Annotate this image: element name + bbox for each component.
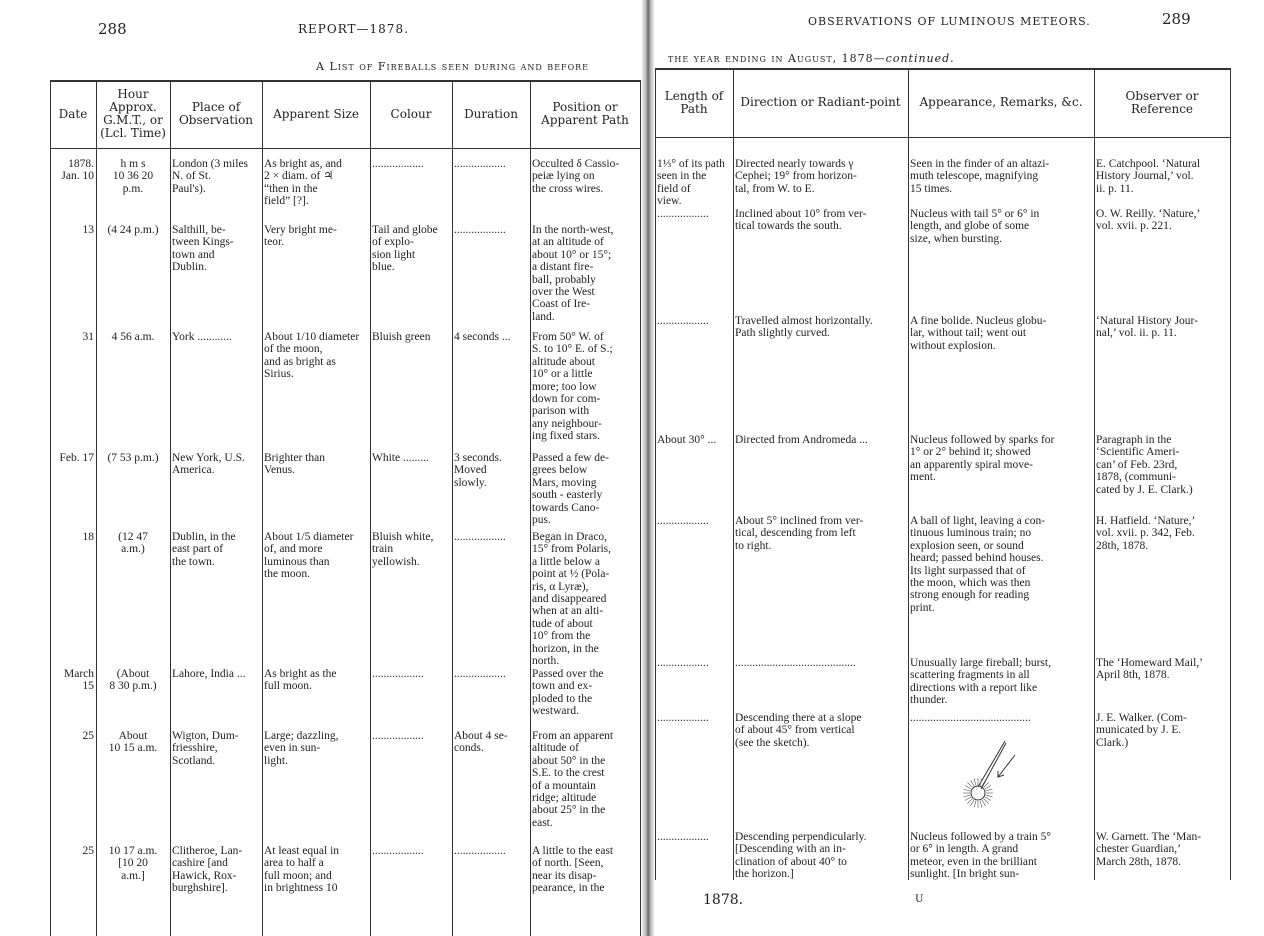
- sketch-ray: [964, 789, 971, 791]
- right-cell-direction: Directed from Andromeda ...: [735, 434, 868, 446]
- left-cell-colour: ..................: [372, 668, 424, 680]
- sketch-ray: [967, 799, 972, 804]
- left-cell-date: 25: [82, 730, 94, 742]
- left-cell-colour: White .........: [372, 452, 429, 464]
- left-cell-position: Passed a few de- grees below Mars, moving south - easterly towards Cano- pus.: [532, 452, 609, 527]
- right-cell-appearance: Unusually large fireball; burst, scattering fragments in all directions with a report like thunder.: [910, 657, 1051, 707]
- left-column-header: Duration: [464, 106, 518, 121]
- left-cell-hour: (4 24 p.m.): [107, 224, 159, 236]
- right-cell-observer: Paragraph in the ‘Scientific Ameri- can’ of Feb. 23rd, 1878, (communi- cated by J. E. Clark.): [1096, 434, 1193, 496]
- left-cell-duration: ..................: [454, 668, 506, 680]
- right-cell-observer: E. Catchpool. ‘Natural History Journal,’ vol. ii. p. 11.: [1096, 158, 1201, 195]
- sketch-ray: [986, 795, 993, 797]
- right-cell-length: ..................: [657, 712, 709, 724]
- sketch-ray: [985, 786, 991, 790]
- left-cell-size: About 1/5 diameter of, and more luminous than the moon.: [264, 531, 354, 581]
- page-number-right: 289: [1162, 10, 1191, 28]
- right-cell-appearance: Seen in the finder of an altazi- muth telescope, magnifying 15 times.: [910, 158, 1050, 195]
- left-cell-position: Occulted δ Cassio- peiæ lying on the cross wires.: [532, 158, 620, 195]
- sketch-ray: [986, 789, 993, 791]
- sketch-ray: [974, 801, 976, 808]
- left-cell-date: 13: [82, 224, 94, 236]
- left-cell-duration: ..................: [454, 531, 506, 543]
- left-cell-duration: About 4 se- conds.: [454, 730, 508, 755]
- left-cell-colour: ..................: [372, 730, 424, 742]
- right-cell-observer: O. W. Reilly. ‘Nature,’ vol. xvii. p. 221.: [1096, 208, 1201, 233]
- right-column-header: Length of Path: [664, 88, 724, 116]
- right-cell-observer: ‘Natural History Jour- nal,’ vol. ii. p. 11.: [1096, 315, 1198, 340]
- left-header-rule: [50, 148, 640, 149]
- sketch-ray: [985, 797, 991, 801]
- table-title-right: [668, 52, 955, 65]
- left-column-header: Place of Observation: [178, 100, 254, 127]
- left-cell-place: London (3 miles N. of St. Paul's).: [172, 158, 249, 195]
- left-cell-hour: h m s 10 36 20 p.m.: [112, 158, 154, 195]
- table-title-text: the year ending in August, 1878—: [668, 52, 886, 65]
- left-cell-size: About 1/10 diameter of the moon, and as bright as Sirius.: [264, 331, 360, 381]
- left-cell-place: Wigton, Dum- friesshire, Scotland.: [172, 730, 239, 767]
- left-column-header: Colour: [390, 106, 432, 121]
- left-column-rule: [170, 80, 171, 936]
- right-column-rule: [1094, 68, 1095, 880]
- sketch-ray: [982, 780, 986, 786]
- left-cell-size: Brighter than Venus.: [264, 452, 325, 477]
- right-cell-observer: H. Hatfield. ‘Nature,’ vol. xvii. p. 342, Feb. 28th, 1878.: [1096, 515, 1196, 552]
- left-cell-position: From an apparent altitude of about 50° in the S.E. to the crest of a mountain ridge; altitude about 25° in the east.: [532, 730, 614, 829]
- left-cell-date: 25: [82, 845, 94, 857]
- left-cell-date: 31: [82, 331, 94, 343]
- left-column-rule: [370, 80, 371, 936]
- left-cell-size: As bright as, and 2 × diam. of ♃ “then in the field” [?].: [264, 158, 342, 208]
- left-cell-duration: 4 seconds ...: [454, 331, 511, 343]
- left-cell-size: Very bright me- teor.: [264, 224, 337, 249]
- left-column-rule: [96, 80, 97, 936]
- left-cell-place: Lahore, India ...: [172, 668, 246, 680]
- right-cell-appearance: Nucleus followed by a train 5° or 6° in length. A grand meteor, even in the brilliant sunlight. [In bright sun-: [910, 831, 1051, 881]
- right-column-header: Direction or Radiant-point: [740, 95, 901, 109]
- right-cell-direction: Descending there at a slope of about 45° from vertical (see the sketch).: [735, 712, 862, 749]
- right-cell-direction: Travelled almost horizontally. Path slightly curved.: [735, 315, 873, 340]
- left-cell-hour: 4 56 a.m.: [111, 331, 155, 343]
- right-column-rule: [908, 68, 909, 880]
- left-cell-position: In the north-west, at an altitude of about 10° or 15°; a distant fire- ball, probably over the West Coast of Ire- land.: [532, 224, 614, 323]
- left-cell-duration: ..................: [454, 224, 506, 236]
- footer-year: 1878.: [703, 892, 744, 908]
- left-column-rule: [640, 80, 641, 936]
- right-cell-observer: J. E. Walker. (Com- municated by J. E. Clark.): [1096, 712, 1187, 749]
- right-cell-length: ..................: [657, 831, 709, 843]
- left-cell-size: At least equal in area to half a full moon; and in brightness 10: [264, 845, 340, 895]
- left-cell-hour: (7 53 p.m.): [107, 452, 159, 464]
- right-cell-length: 1⅓° of its path seen in the field of view.: [657, 158, 725, 208]
- left-cell-hour: (12 47 a.m.): [118, 531, 148, 556]
- right-column-rule: [733, 68, 734, 880]
- left-cell-place: Salthill, be- tween Kings- town and Dublin.: [172, 224, 234, 274]
- page-number-left: 288: [98, 20, 127, 38]
- right-header-rule: [655, 137, 1230, 138]
- left-cell-hour: (About 8 30 p.m.): [109, 668, 157, 693]
- sketch-ray: [965, 786, 971, 790]
- left-cell-colour: ..................: [372, 158, 424, 170]
- right-cell-length: About 30° ...: [657, 434, 717, 446]
- left-cell-hour: 10 17 a.m. [10 20 a.m.]: [108, 845, 158, 882]
- running-head-left: REPORT—1878.: [298, 22, 409, 36]
- table-title-left: A List of Fireballs seen during and before: [316, 60, 590, 73]
- right-cell-direction: Inclined about 10° from ver- tical towards the south.: [735, 208, 867, 233]
- left-column-header: Hour Approx. G.M.T., or (Lcl. Time): [100, 87, 166, 140]
- left-cell-colour: Tail and globe of explo- sion light blue.: [372, 224, 438, 274]
- sketch-ray: [967, 782, 972, 787]
- right-cell-appearance: A fine bolide. Nucleus globu- lar, without tail; went out without explosion.: [910, 315, 1047, 352]
- right-cell-direction: Descending perpendicularly. [Descending with an in- clination of about 40° to the horizon.]: [735, 831, 867, 881]
- left-cell-hour: About 10 15 a.m.: [108, 730, 158, 755]
- left-column-header: Position or Apparent Path: [541, 100, 629, 127]
- meteor-sketch: [950, 735, 1050, 815]
- sketch-ray: [971, 800, 975, 806]
- right-cell-length: ..................: [657, 515, 709, 527]
- left-cell-date: 18: [82, 531, 94, 543]
- right-cell-appearance: ..........................................: [910, 712, 1031, 724]
- right-cell-length: ..................: [657, 657, 709, 669]
- left-cell-place: Clitheroe, Lan- cashire [and Hawick, Rox- burghshire].: [172, 845, 243, 895]
- left-column-rule: [262, 80, 263, 936]
- right-cell-appearance: Nucleus with tail 5° or 6° in length, and globe of some size, when bursting.: [910, 208, 1040, 245]
- sketch-ray: [980, 779, 982, 786]
- left-column-rule: [50, 80, 51, 936]
- left-cell-colour: ..................: [372, 845, 424, 857]
- sketch-ray: [964, 795, 971, 797]
- right-cell-appearance: Nucleus followed by sparks for 1° or 2° behind it; showed an apparently spiral move- ment.: [910, 434, 1055, 484]
- right-cell-length: ..................: [657, 315, 709, 327]
- left-cell-date: 1878. Jan. 10: [61, 158, 94, 183]
- left-cell-colour: Bluish green: [372, 331, 431, 343]
- left-column-header: Apparent Size: [273, 106, 359, 121]
- right-cell-direction: Directed nearly towards γ Cephei; 19° from horizon- tal, from W. to E.: [735, 158, 857, 195]
- right-cell-observer: The ‘Homeward Mail,’ April 8th, 1878.: [1096, 657, 1203, 682]
- sketch-ray: [982, 800, 986, 806]
- left-column-header: Date: [58, 106, 88, 121]
- left-cell-position: From 50° W. of S. to 10° E. of S.; altitude about 10° or a little more; too low down for com- parison with any neighbour- ing fixed stars.: [532, 331, 613, 443]
- left-cell-place: New York, U.S. America.: [172, 452, 245, 477]
- book-gutter: [641, 0, 655, 936]
- left-column-rule: [452, 80, 453, 936]
- right-column-rule: [655, 68, 656, 880]
- left-cell-colour: Bluish white, train yellowish.: [372, 531, 434, 568]
- right-column-header: Appearance, Remarks, &c.: [919, 95, 1083, 109]
- left-column-rule: [530, 80, 531, 936]
- right-cell-appearance: A ball of light, leaving a con- tinuous luminous train; no explosion seen, or sound heard; passed behind houses. Its light surpassed that of the moon, which was then strong enough for reading print.: [910, 515, 1046, 614]
- sketch-ray: [965, 797, 971, 801]
- left-cell-position: Passed over the town and ex- ploded to the westward.: [532, 668, 604, 718]
- right-column-rule: [1230, 68, 1231, 880]
- right-cell-length: ..................: [657, 208, 709, 220]
- left-cell-place: York ............: [172, 331, 232, 343]
- running-head-right: OBSERVATIONS OF LUMINOUS METEORS.: [808, 15, 1091, 28]
- right-cell-direction: ..........................................: [735, 657, 856, 669]
- left-cell-size: As bright as the full moon.: [264, 668, 337, 693]
- left-cell-size: Large; dazzling, even in sun- light.: [264, 730, 339, 767]
- sketch-ray: [980, 801, 982, 808]
- table-title-continued: continued.: [885, 52, 955, 65]
- left-cell-date: March 15: [63, 668, 94, 693]
- left-cell-duration: ..................: [454, 158, 506, 170]
- signature-mark: U: [915, 894, 924, 905]
- left-cell-position: Began in Draco, 15° from Polaris, a little below a point at ½ (Pola- ris, α Lyræ), and disappeared when at an alti- tude of about 10° from the horizon, in the north.: [532, 531, 612, 668]
- sketch-ray: [974, 779, 976, 786]
- right-column-header: Observer or Reference: [1125, 88, 1199, 116]
- left-cell-duration: 3 seconds. Moved slowly.: [454, 452, 502, 489]
- left-cell-place: Dublin, in the east part of the town.: [172, 531, 236, 568]
- left-cell-duration: ..................: [454, 845, 506, 857]
- sketch-ray: [984, 799, 989, 804]
- right-cell-direction: About 5° inclined from ver- tical, descending from left to right.: [735, 515, 864, 552]
- right-cell-observer: W. Garnett. The ‘Man- chester Guardian,’ March 28th, 1878.: [1096, 831, 1202, 868]
- sketch-ray: [971, 780, 975, 786]
- left-cell-date: Feb. 17: [59, 452, 94, 464]
- left-cell-position: A little to the east of north. [Seen, near its disap- pearance, in the: [532, 845, 614, 895]
